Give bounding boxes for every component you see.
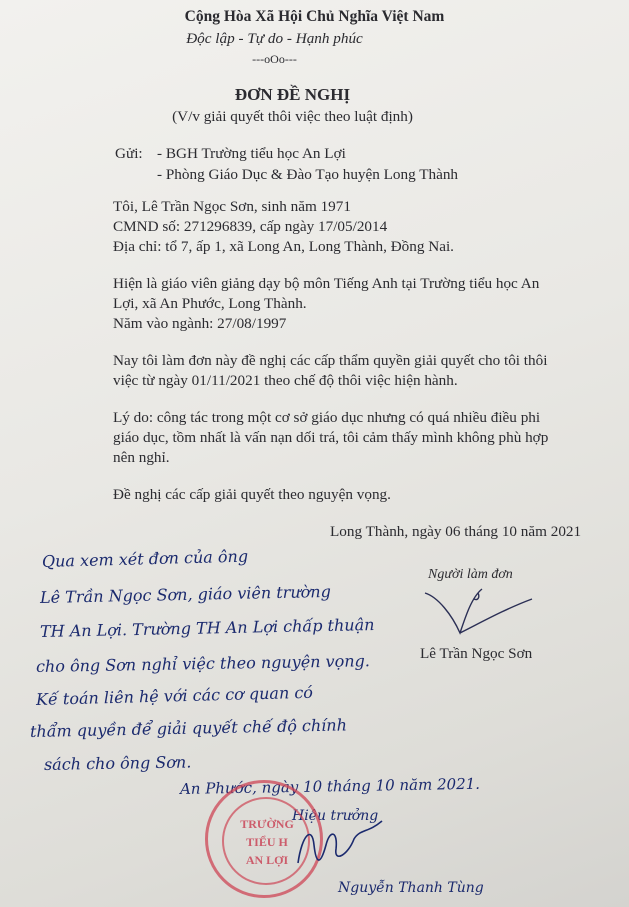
signer-name: Lê Trần Ngọc Sơn	[420, 645, 533, 662]
principal-name: Nguyễn Thanh Tùng	[338, 880, 484, 896]
country-heading: Cộng Hòa Xã Hội Chủ Nghĩa Việt Nam	[184, 8, 445, 25]
stamp-text: TIỂU H	[246, 835, 288, 849]
position-line: Lợi, xã An Phước, Long Thành.	[113, 295, 307, 312]
place-date: Long Thành, ngày 06 tháng 10 năm 2021	[330, 523, 582, 540]
recipient-item: - BGH Trường tiểu học An Lợi	[157, 145, 346, 162]
document-subject: (V/v giải quyết thôi việc theo luật định)	[172, 108, 413, 125]
stamp-text: AN LỢI	[245, 853, 289, 867]
document-title: ĐƠN ĐỀ NGHỊ	[234, 85, 351, 104]
handwritten-line: Kế toán liên hệ với các cơ quan có	[35, 682, 314, 709]
principal-signature	[290, 815, 390, 875]
reason-line: Lý do: công tác trong một cơ sở giáo dục nhưng có quá nhiều điều phi	[113, 409, 541, 426]
personal-line: Tôi, Lê Trần Ngọc Sơn, sinh năm 1971	[113, 198, 351, 215]
handwritten-title: Hiệu trưởng	[292, 808, 379, 824]
handwritten-line: TH An Lợi. Trường TH An Lợi chấp thuận	[39, 614, 375, 641]
request-line: Nay tôi làm đơn này đề nghị các cấp thẩm quyền giải quyết cho tôi thôi	[113, 352, 548, 369]
applicant-signature	[420, 585, 540, 640]
recipients-label: Gửi:	[115, 145, 143, 162]
handwritten-line: Qua xem xét đơn của ông	[41, 546, 249, 571]
handwritten-line: sách cho ông Sơn.	[43, 752, 192, 774]
motto: Độc lập - Tự do - Hạnh phúc	[186, 30, 363, 47]
handwritten-line: cho ông Sơn nghỉ việc theo nguyện vọng.	[35, 651, 371, 676]
stamp-text: TRƯỜNG	[240, 817, 294, 831]
reason-line: nên nghỉ.	[113, 449, 170, 466]
closing-line: Đề nghị các cấp giải quyết theo nguyện vọng.	[113, 486, 391, 503]
handwritten-line: Lê Trần Ngọc Sơn, giáo viên trường	[39, 581, 332, 607]
signer-label: Người làm đơn	[428, 567, 513, 582]
reason-line: giáo dục, tồm nhất là vấn nạn dối trá, tôi cảm thấy mình không phù hợp	[113, 429, 549, 446]
personal-line: CMND số: 271296839, cấp ngày 17/05/2014	[113, 218, 388, 235]
personal-line: Địa chỉ: tổ 7, ấp 1, xã Long An, Long Thành, Đồng Nai.	[113, 238, 454, 255]
request-line: việc từ ngày 01/11/2021 theo chế độ thôi việc hiện hành.	[113, 372, 458, 389]
handwritten-date: An Phước, ngày 10 tháng 10 năm 2021.	[179, 774, 481, 798]
position-line: Năm vào ngành: 27/08/1997	[113, 315, 287, 332]
recipient-item: - Phòng Giáo Dục & Đào Tạo huyện Long Thành	[157, 166, 459, 183]
header-divider: ---oOo---	[252, 52, 297, 66]
handwritten-line: thẩm quyền để giải quyết chế độ chính	[29, 715, 348, 741]
position-line: Hiện là giáo viên giảng dạy bộ môn Tiếng Anh tại Trường tiểu học An	[113, 275, 540, 292]
